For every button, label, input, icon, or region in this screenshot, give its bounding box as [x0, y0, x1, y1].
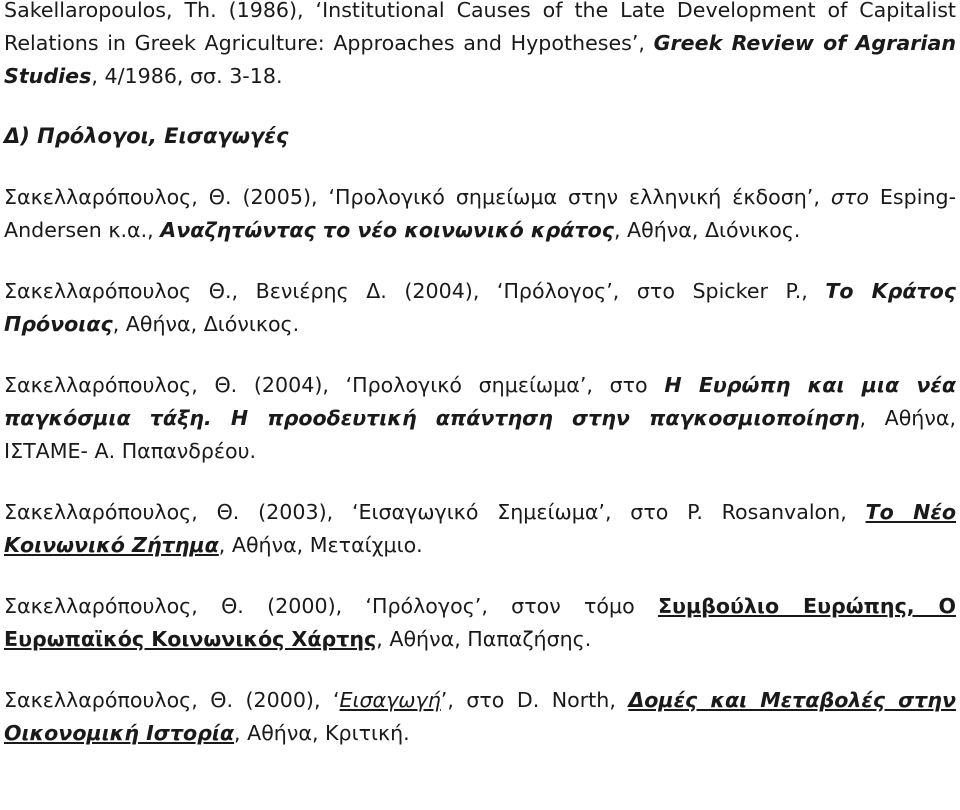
book-title: Δομές και Μεταβολές στην Οικονομική Ιστορία — [4, 688, 956, 745]
reference-text-italic: Εισαγωγή — [339, 688, 441, 712]
book-title: Το Νέο Κοινωνικό Ζήτημα — [4, 500, 956, 557]
reference-text: Σακελλαρόπουλος, Θ. (2004), ‘Προλογικό σημείωμα’, στο — [4, 373, 665, 397]
reference-text-italic: στο — [830, 185, 869, 209]
reference-text: , Αθήνα, Μεταίχμιο. — [218, 533, 423, 557]
reference-text: Σακελλαρόπουλος, Θ. (2000), ‘Πρόλογος’, στον τόμο — [4, 594, 658, 618]
reference-entry-2000-north — [4, 684, 956, 750]
reference-entry-2000-council — [4, 590, 956, 656]
reference-text: Σακελλαρόπουλος Θ., Βενιέρης Δ. (2004), ‘Πρόλογος’, στο Spicker P., — [4, 279, 826, 303]
reference-text: , 4/1986, σσ. 3-18. — [91, 64, 283, 88]
reference-entry-sakellaropoulos-1986 — [4, 0, 956, 93]
book-title: Αναζητώντας το νέο κοινωνικό κράτος — [160, 218, 614, 242]
book-title: Η Ευρώπη και μια νέα παγκόσμια τάξη. Η προοδευτική απάντηση στην παγκοσμιοποίηση — [4, 373, 957, 430]
reference-text: , Αθήνα, Διόνικος. — [112, 312, 300, 336]
reference-entry-2004-europe — [4, 369, 956, 468]
reference-entry-2005 — [4, 181, 956, 247]
reference-text: Esping-Andersen κ.α., — [4, 185, 956, 242]
journal-title: Greek Review of Agrarian Studies — [4, 31, 956, 88]
reference-text: , Αθήνα, ΙΣΤΑΜΕ- Α. Παπανδρέου. — [4, 406, 956, 463]
reference-text: , Αθήνα, Παπαζήσης. — [376, 627, 592, 651]
reference-text: , Αθήνα, Κριτική. — [234, 721, 410, 745]
book-title: Συμβούλιο Ευρώπης, Ο Ευρωπαϊκός Κοινωνικός Χάρτης — [4, 594, 957, 651]
reference-text: , Αθήνα, Διόνικος. — [613, 218, 801, 242]
reference-text: Σακελλαρόπουλος, Θ. (2003), ‘Εισαγωγικό Σημείωμα’, στο P. Rosanvalon, — [4, 500, 866, 524]
reference-text: Σακελλαρόπουλος, Θ. (2000), ‘ — [4, 688, 340, 712]
reference-entry-2003 — [4, 496, 956, 562]
book-title: Το Κράτος Πρόνοιας — [4, 279, 956, 336]
section-heading: Δ) Πρόλογοι, Εισαγωγές — [4, 124, 289, 148]
reference-text: Σακελλαρόπουλος, Θ. (2005), ‘Προλογικό σημείωμα στην ελληνική έκδοση’, — [4, 185, 831, 209]
reference-entry-2004-spicker — [4, 275, 956, 341]
reference-text: Sakellaropoulos, Th. (1986), ‘Institutional Causes of the Late Development of Capitalist Relations in Greek Agriculture: Approaches and Hypotheses’, — [4, 0, 956, 55]
reference-text: ’, στο D. North, — [440, 688, 629, 712]
